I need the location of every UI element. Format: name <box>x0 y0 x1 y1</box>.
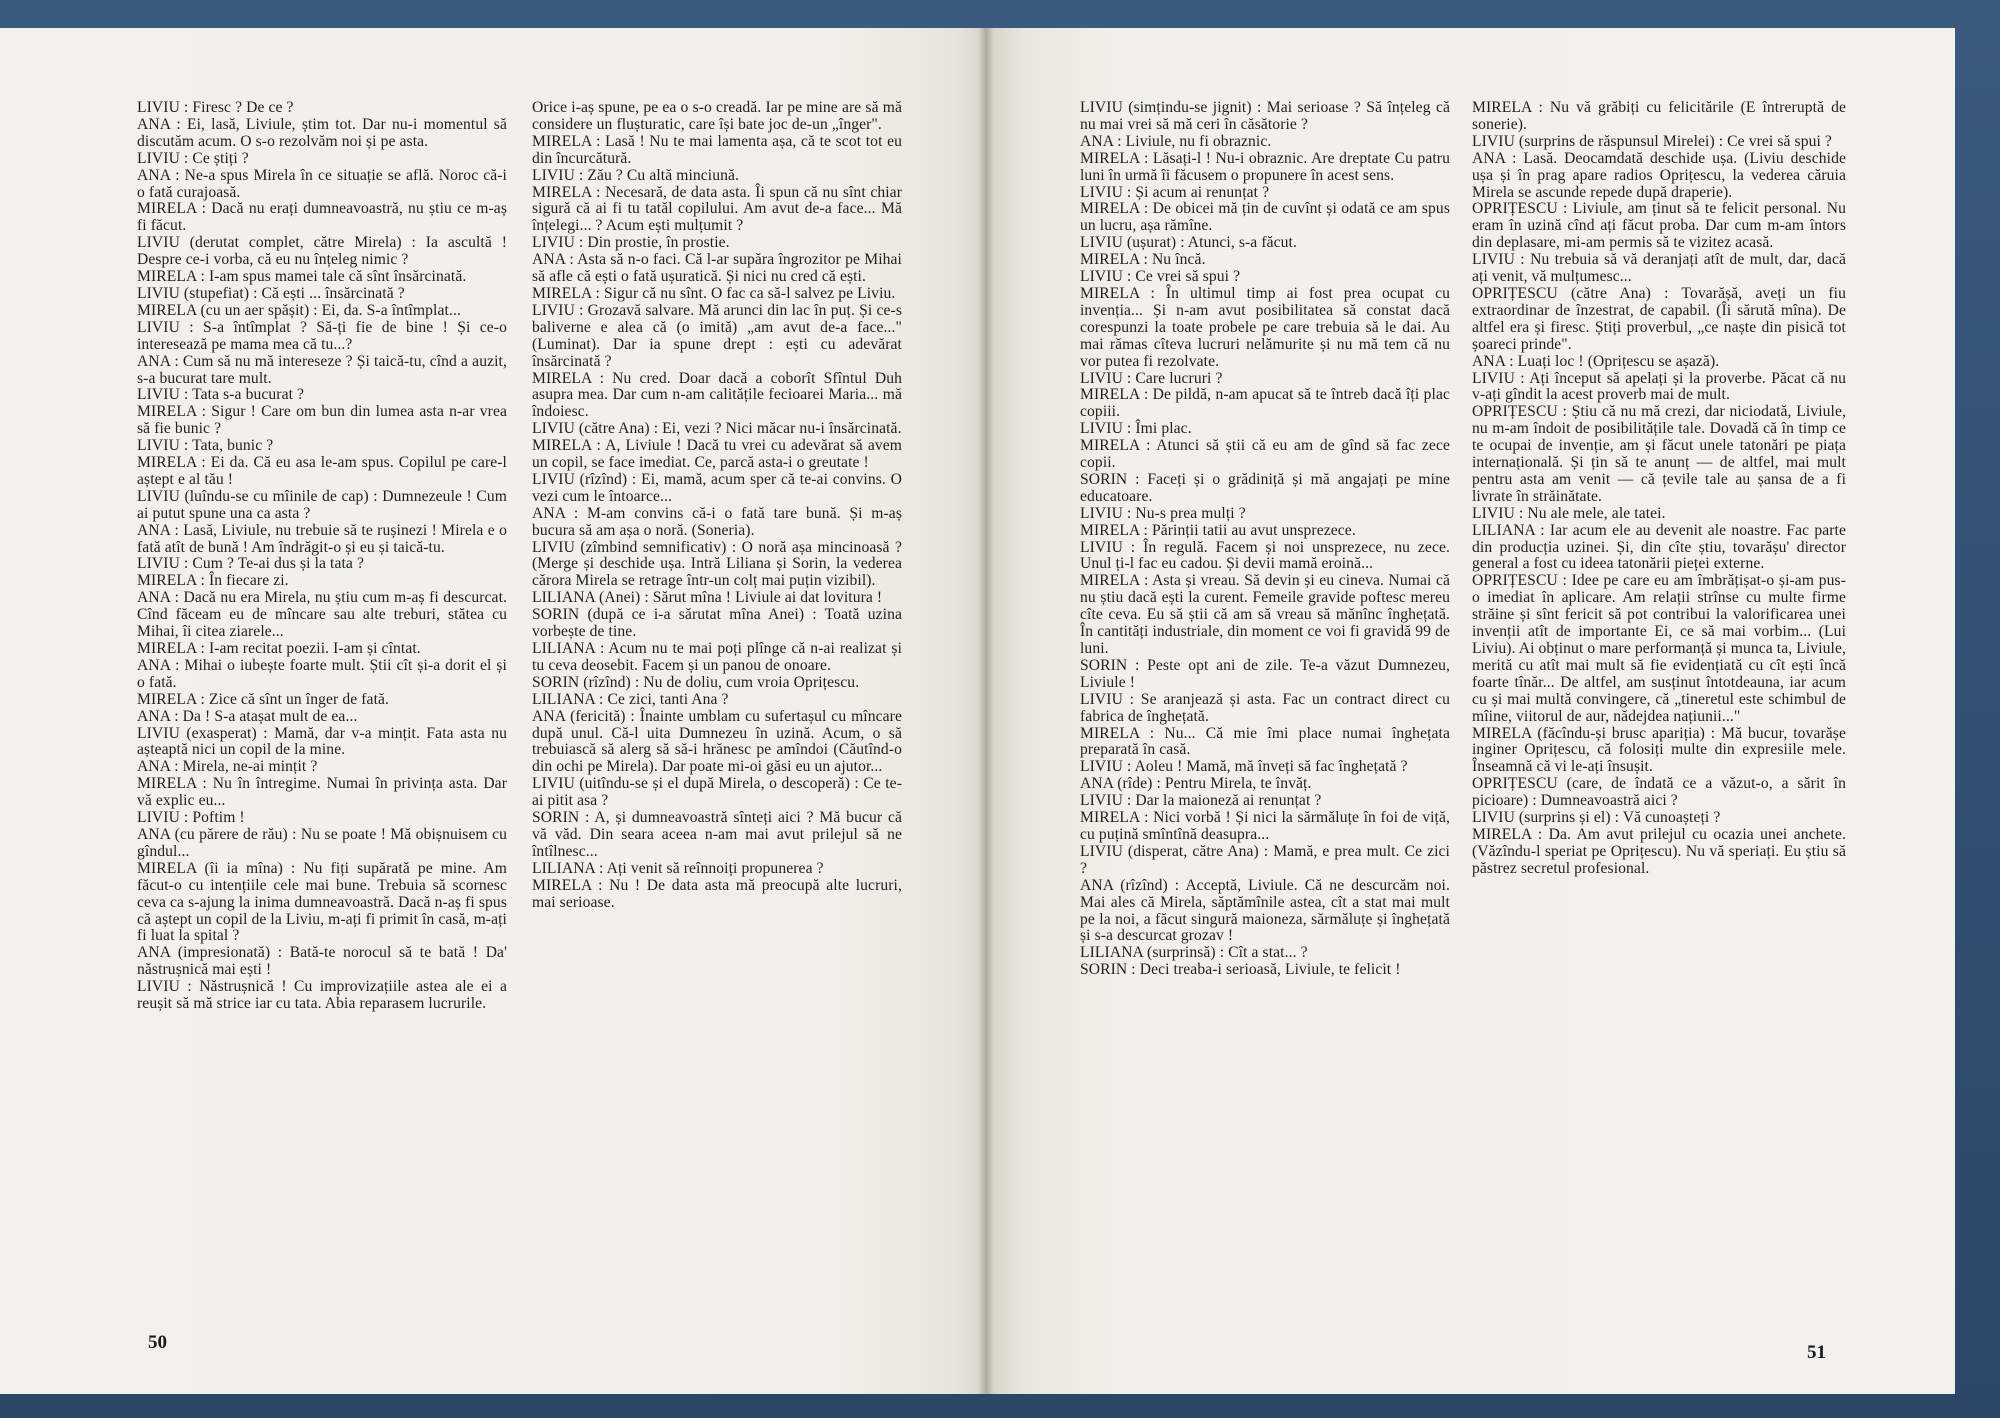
dialogue-line: MIRELA (făcîndu-și brusc apariția) : Mă bucur, tovarășe inginer Oprițescu, că folosiți multe din expresiile mele. Înseamnă că vi le-ați însușit. <box>1472 724 1846 776</box>
dialogue-line: ANA : Dacă nu era Mirela, nu știu cum m-aș fi descurcat. Cînd făceam eu de mîncare sau alte treburi, stătea cu Mihai, îi citea ziarele... <box>137 589 507 641</box>
dialogue-line: SORIN : A, și dumneavoastră sînteți aici ? Mă bucur că vă văd. Din seara aceea n-am mai avut prilejul să ne întîlnesc... <box>532 809 902 860</box>
dialogue-line: LILIANA : Iar acum ele au devenit ale noastre. Fac parte din producția uzinei. Și, din cîte știu, tovarășu' director general a fost cu ideea tatonării pieței externe. <box>1472 521 1846 573</box>
dialogue-line: LIVIU (zîmbind semnificativ) : O noră așa mincinoasă ? (Merge și deschide ușa. Intră Liliana și Sorin, la vederea cărora Mirela se retrage într-un colț mai puțin vizibil). <box>532 538 902 590</box>
dialogue-line: LIVIU (stupefiat) : Că ești ... însărcinată ? <box>137 284 405 302</box>
dialogue-line: MIRELA : Sigur că nu sînt. O fac ca să-l salvez pe Liviu. <box>532 284 896 302</box>
dialogue-line: MIRELA : De pildă, n-am apucat să te întreb dacă îți plac copiii. <box>1080 386 1450 421</box>
dialogue-line: ANA (fericită) : Înainte umblam cu sufertașul cu mîncare după unul. Că-l uita Dumnezeu în uzină. Acum, o să trebuiască să alerg să să-i hrănesc pe amîndoi (Căutînd-o din ochi pe Mirela). Dar poate mi-oi găsi eu un ajutor... <box>532 707 902 776</box>
dialogue-line: OPRIȚESCU : Știu că nu mă crezi, dar niciodată, Liviule, nu m-am îndoit de posibilitățile tale. Dovadă că în timp ce te ocupai de invenție, am și făcut unele tatonări pe piața internațională. Și țin să te anunț — de altfel, mai mult pentru asta am venit — că țevile tale au șansa de a fi livrate în străinătate. <box>1472 403 1846 505</box>
dialogue-line: MIRELA : Zice că sînt un înger de fată. <box>137 690 390 708</box>
dialogue-line: LIVIU : Ce știți ? <box>137 149 249 167</box>
dialogue-line: LIVIU : Nu ale mele, ale tatei. <box>1472 504 1666 522</box>
dialogue-line: LIVIU : Aoleu ! Mamă, mă înveți să fac înghețată ? <box>1080 758 1408 776</box>
dialogue-line: MIRELA : Necesară, de data asta. Îi spun că nu sînt chiar sigură că ai fi tu tatăl copilului. Am avut de-a face... Mă înțelegi... ? Acum ești mulțumit ? <box>532 183 902 235</box>
dialogue-line: LIVIU (simțindu-se jignit) : Mai serioase ? Să înțeleg că nu mai vrei să mă ceri în căsătorie ? <box>1080 99 1450 133</box>
dialogue-line: SORIN (după ce i-a sărutat mîna Anei) : Toată uzina vorbește de tine. <box>532 606 902 641</box>
dialogue-line: LIVIU (luîndu-se cu mîinile de cap) : Dumnezeule ! Cum ai putut spune una ca asta ? <box>137 487 507 522</box>
dialogue-line: ANA : Liviule, nu fi obraznic. <box>1080 132 1272 150</box>
dialogue-line: MIRELA : De obicei mă țin de cuvînt și odată ce am spus un lucru, așa rămîne. <box>1080 200 1450 235</box>
dialogue-line: LILIANA : Acum nu te mai poți plînge că n-ai realizat și tu ceva deosebit. Facem și un panou de onoare. <box>532 640 902 674</box>
dialogue-line: LIVIU (disperat, către Ana) : Mamă, e prea mult. Ce zici ? <box>1080 842 1450 877</box>
dialogue-line: LIVIU (uitîndu-se și el după Mirela, o descoperă) : Ce te-ai pitit asa ? <box>532 775 902 810</box>
dialogue-line: LIVIU : Poftim ! <box>137 809 245 827</box>
dialogue-line: MIRELA : În ultimul timp ai fost prea ocupat cu invenția... Și n-am avut posibilitatea să constat dacă corespunzi la toate probele pe care trebuia să le dai. Au mai rămas cîteva lucruri nelămurite și nu mă tem că nu vor putea fi rezolvate. <box>1080 284 1450 370</box>
dialogue-line: MIRELA : Ei da. Că eu asa le-am spus. Copilul pe care-l aștept e al tău ! <box>137 454 507 488</box>
dialogue-line: MIRELA : Părinții tatii au avut unsprezece. <box>1080 521 1356 539</box>
dialogue-line: MIRELA : Dacă nu erați dumneavoastră, nu știu ce m-aș fi făcut. <box>137 200 507 235</box>
dialogue-line: ANA : Da ! S-a atașat mult de ea... <box>137 707 358 725</box>
dialogue-line: LIVIU (ușurat) : Atunci, s-a făcut. <box>1080 234 1297 252</box>
dialogue-line: MIRELA : În fiecare zi. <box>137 572 289 590</box>
dialogue-line: MIRELA : Nu vă grăbiți cu felicitările (E întreruptă de sonerie). <box>1472 99 1846 133</box>
dialogue-line: SORIN : Deci treaba-i serioasă, Liviule, te felicit ! <box>1080 961 1401 979</box>
left-page-number: 50 <box>148 1332 167 1353</box>
dialogue-line: LIVIU : Nu trebuia să vă deranjați atît de mult, dar, dacă ați venit, vă mulțumesc... <box>1472 251 1846 286</box>
dialogue-line: LIVIU (exasperat) : Mamă, dar v-a mințit. Fata asta nu așteaptă nici un copil de la mine. <box>137 724 507 759</box>
dialogue-line: LIVIU : Firesc ? De ce ? <box>137 99 294 116</box>
dialogue-line: LIVIU : Care lucruri ? <box>1080 369 1223 387</box>
dialogue-line: MIRELA (cu un aer spășit) : Ei, da. S-a întîmplat... <box>137 301 461 319</box>
dialogue-line: MIRELA (îi ia mîna) : Nu fiți supărată pe mine. Am făcut-o cu intențiile cele mai bune. Trebuia să scornesc ceva ca s-ajung la inima dumneavoastră. Dacă n-aș fi spus că aștept un copil de la Liviu, m-ați fi primit în casă, m-ați fi luat la spital ? <box>137 859 507 945</box>
dialogue-line: MIRELA : Lasă ! Nu te mai lamenta așa, că te scot tot eu din încurcătură. <box>532 132 902 167</box>
dialogue-line: LIVIU : Dar la maioneză ai renunțat ? <box>1080 792 1322 810</box>
dialogue-line: LIVIU : Cum ? Te-ai dus și la tata ? <box>137 555 364 573</box>
dialogue-line: MIRELA : Nu cred. Doar dacă a coborît Sfîntul Duh asupra mea. Dar cum n-am calitățile fecioarei Maria... mă îndoiesc. <box>532 369 902 421</box>
dialogue-line: LIVIU : Din prostie, în prostie. <box>532 234 730 252</box>
dialogue-line: LIVIU : Zău ? Cu altă minciună. <box>532 166 740 184</box>
dialogue-line: MIRELA : Nu ! De data asta mă preocupă alte lucruri, mai serioase. <box>532 876 902 911</box>
dialogue-line: MIRELA : Da. Am avut prilejul cu ocazia unei anchete. (Văzîndu-l speriat pe Oprițescu). Nu vă speriați. Eu știu să păstrez secretul profesional. <box>1472 825 1846 877</box>
dialogue-line: OPRIȚESCU : Liviule, am ținut să te felicit personal. Nu eram în uzină cînd ați făcut proba. Dar cum m-am întors din deplasare, mi-am permis să te vizitez acasă. <box>1472 200 1846 252</box>
dialogue-line: ANA : Mirela, ne-ai mințit ? <box>137 758 318 776</box>
dialogue-line: LIVIU : Ce vrei să spui ? <box>1080 268 1241 286</box>
dialogue-line: ANA : Lasă. Deocamdată deschide ușa. (Liviu deschide ușa și în prag apare radios Oprițescu, la vederea căruia Mirela se ascunde repede după draperie). <box>1472 149 1846 201</box>
dialogue-line: LILIANA (surprinsă) : Cît a stat... ? <box>1080 944 1308 962</box>
dialogue-line: MIRELA : Lăsați-l ! Nu-i obraznic. Are dreptate Cu patru luni în urmă îi făcusem o propunere în acest sens. <box>1080 149 1450 184</box>
dialogue-line: LIVIU (surprins și el) : Vă cunoașteți ? <box>1472 809 1721 827</box>
left-page-column-1 <box>137 100 507 1013</box>
dialogue-line: ANA : Luați loc ! (Oprițescu se așază). <box>1472 352 1720 370</box>
dialogue-line: LILIANA (Anei) : Sărut mîna ! Liviule ai dat lovitura ! <box>532 589 883 607</box>
dialogue-line: MIRELA : Nu în întregime. Numai în privința asta. Dar vă explic eu... <box>137 775 507 810</box>
dialogue-line: LIVIU (rîzînd) : Ei, mamă, acum sper că te-ai convins. O vezi cum le întoarce... <box>532 470 902 505</box>
dialogue-line: LIVIU : În regulă. Facem și noi unsprezece, nu zece. Unul ți-l fac eu cadou. Și devii mamă eroină... <box>1080 538 1450 573</box>
dialogue-line: ANA : Ne-a spus Mirela în ce situație se află. Noroc că-i o fată curajoasă. <box>137 166 507 201</box>
dialogue-line: SORIN (rîzînd) : Nu de doliu, cum vroia Oprițescu. <box>532 673 860 691</box>
dialogue-line: LIVIU : Năstrușnică ! Cu improvizațiile astea ale ei a reușit să mă strice iar cu tata. Abia reparasem lucrurile. <box>137 978 507 1013</box>
right-page <box>985 28 1955 1394</box>
dialogue-line: LIVIU (surprins de răspunsul Mirelei) : Ce vrei să spui ? <box>1472 132 1832 150</box>
right-page-number: 51 <box>1807 1342 1826 1363</box>
dialogue-line: OPRIȚESCU (către Ana) : Tovarășă, aveți un fiu extraordinar de înzestrat, de capabil. (Îi sărută mîna). De altfel era și firesc. Știți proverbul, „ce naște din pisică tot șoareci prinde". <box>1472 284 1846 353</box>
dialogue-line: MIRELA : Nici vorbă ! Și nici la sărmăluțe în foi de viță, cu puțină smîntînă deasupra... <box>1080 809 1450 843</box>
dialogue-line: LILIANA : Ați venit să reînnoiți propunerea ? <box>532 859 824 877</box>
dialogue-line: LIVIU : Ați început să apelați și la proverbe. Păcat că nu v-ați gîndit la acest proverb mai de mult. <box>1472 369 1846 404</box>
dialogue-line: LILIANA : Ce zici, tanti Ana ? <box>532 690 729 708</box>
dialogue-line: ANA : Cum să nu mă intereseze ? Și taică-tu, cînd a auzit, s-a bucurat tare mult. <box>137 352 507 387</box>
dialogue-line: LIVIU : Tata s-a bucurat ? <box>137 386 305 404</box>
dialogue-line: ANA (rîde) : Pentru Mirela, te învăț. <box>1080 775 1312 793</box>
dialogue-line: MIRELA : Nu încă. <box>1080 251 1206 269</box>
dialogue-line: LIVIU : Îmi plac. <box>1080 420 1192 438</box>
dialogue-line: ANA (impresionată) : Bată-te norocul să te bată ! Da' năstrușnică mai ești ! <box>137 944 507 979</box>
dialogue-line: OPRIȚESCU : Idee pe care eu am îmbrățișat-o și-am pus-o imediat în aplicare. Am relații strînse cu multe firme străine și sînt fericit să pot contribui la valorificarea unei invenții atît de importante Ei, ce să mai vorbim... (Lui Liviu). Ai obținut o mare performanță și munca ta, Liviule, merită cu atît mai mult să fie evidențiată cu cît ești încă foarte tînăr... De altfel, am susținut întotdeauna, iar acum cu și mai multă convingere, că „tineretul este schimbul de mîine, viitorul de aur, nădejdea națiunii..." <box>1472 572 1846 725</box>
dialogue-line: MIRELA : Atunci să știi că eu am de gînd să fac zece copii. <box>1080 437 1450 472</box>
dialogue-line: MIRELA : Nu... Că mie îmi place numai înghețata preparată în casă. <box>1080 724 1450 759</box>
dialogue-line: SORIN : Faceți și o grădiniță și mă angajați pe mine educatoare. <box>1080 470 1450 505</box>
dialogue-line: MIRELA : A, Liviule ! Dacă tu vrei cu adevărat să avem un copil, se face imediat. Ce, parcă asta-i o greutate ! <box>532 437 902 472</box>
dialogue-line: LIVIU : Nu-s prea mulți ? <box>1080 504 1246 522</box>
dialogue-line: LIVIU : S-a întîmplat ? Să-ți fie de bine ! Și ce-o interesează pe mama mea că tu...? <box>137 318 507 353</box>
dialogue-line: ANA : Asta să n-o faci. Că l-ar supăra îngrozitor pe Mihai să afle că ești o fată ușuratică. Și nici nu cred că ești. <box>532 251 902 286</box>
dialogue-line: SORIN : Peste opt ani de zile. Te-a văzut Dumnezeu, Liviule ! <box>1080 656 1450 691</box>
right-page-column-1 <box>1080 100 1450 979</box>
dialogue-line: ANA (rîzînd) : Acceptă, Liviule. Că ne descurcăm noi. Mai ales că Mirela, săptămînile astea, cît a stat mai mult pe la noi, a făcut singură maioneza, sărmăluțe și înghețată și s-a descurcat grozav ! <box>1080 876 1450 945</box>
left-page <box>0 28 985 1394</box>
dialogue-line: MIRELA : Asta și vreau. Să devin și eu cineva. Numai că nu știu dacă ești la curent. Femeile gravide poftesc mereu cîte ceva. Eu să știi că am să vreau să mănînc înghețată. În cantități industriale, din moment ce voi fi gravidă 99 de luni. <box>1080 572 1450 657</box>
dialogue-line: ANA : M-am convins că-i o fată tare bună. Și m-aș bucura să am așa o noră. (Soneria). <box>532 504 902 539</box>
dialogue-line: LIVIU : Se aranjează și asta. Fac un contract direct cu fabrica de înghețată. <box>1080 690 1450 725</box>
dialogue-line: Orice i-aș spune, pe ea o s-o creadă. Iar pe mine are să mă considere un flușturatic, care își bate joc de-un „înger". <box>532 99 902 133</box>
dialogue-line: MIRELA : Sigur ! Care om bun din lumea asta n-ar vrea să fie bunic ? <box>137 403 507 438</box>
dialogue-line: ANA : Ei, lasă, Liviule, știm tot. Dar nu-i momentul să discutăm acum. O s-o rezolvăm noi și pe asta. <box>137 115 507 150</box>
dialogue-line: LIVIU : Și acum ai renunțat ? <box>1080 183 1270 201</box>
dialogue-line: MIRELA : I-am spus mamei tale că sînt însărcinată. <box>137 268 467 286</box>
dialogue-line: LIVIU : Tata, bunic ? <box>137 437 274 455</box>
dialogue-line: OPRIȚESCU (care, de îndată ce a văzut-o, a sărit în picioare) : Dumneavoastră aici ? <box>1472 775 1846 810</box>
dialogue-line: LIVIU : Grozavă salvare. Mă arunci din lac în puț. Și ce-s baliverne e alea că (o imită) „am avut de-a face..." (Luminat). Dar ia spune drept : ești cu adevărat însărcinată ? <box>532 301 902 370</box>
left-page-column-2 <box>532 100 902 912</box>
dialogue-line: ANA : Mihai o iubește foarte mult. Știi cît și-a dorit el și o fată. <box>137 656 507 691</box>
right-page-column-2 <box>1472 100 1846 878</box>
dialogue-line: LIVIU (derutat complet, către Mirela) : Ia ascultă ! Despre ce-i vorba, că eu nu înțeleg nimic ? <box>137 234 507 269</box>
dialogue-line: MIRELA : I-am recitat poezii. I-am și cîntat. <box>137 640 421 657</box>
dialogue-line: ANA (cu părere de rău) : Nu se poate ! Mă obișnuisem cu gîndul... <box>137 825 507 860</box>
dialogue-line: ANA : Lasă, Liviule, nu trebuie să te rușinezi ! Mirela e o fată atît de bună ! Am îndrăgit-o și eu și taică-tu. <box>137 521 507 556</box>
dialogue-line: LIVIU (către Ana) : Ei, vezi ? Nici măcar nu-i însărcinată. <box>532 420 902 438</box>
